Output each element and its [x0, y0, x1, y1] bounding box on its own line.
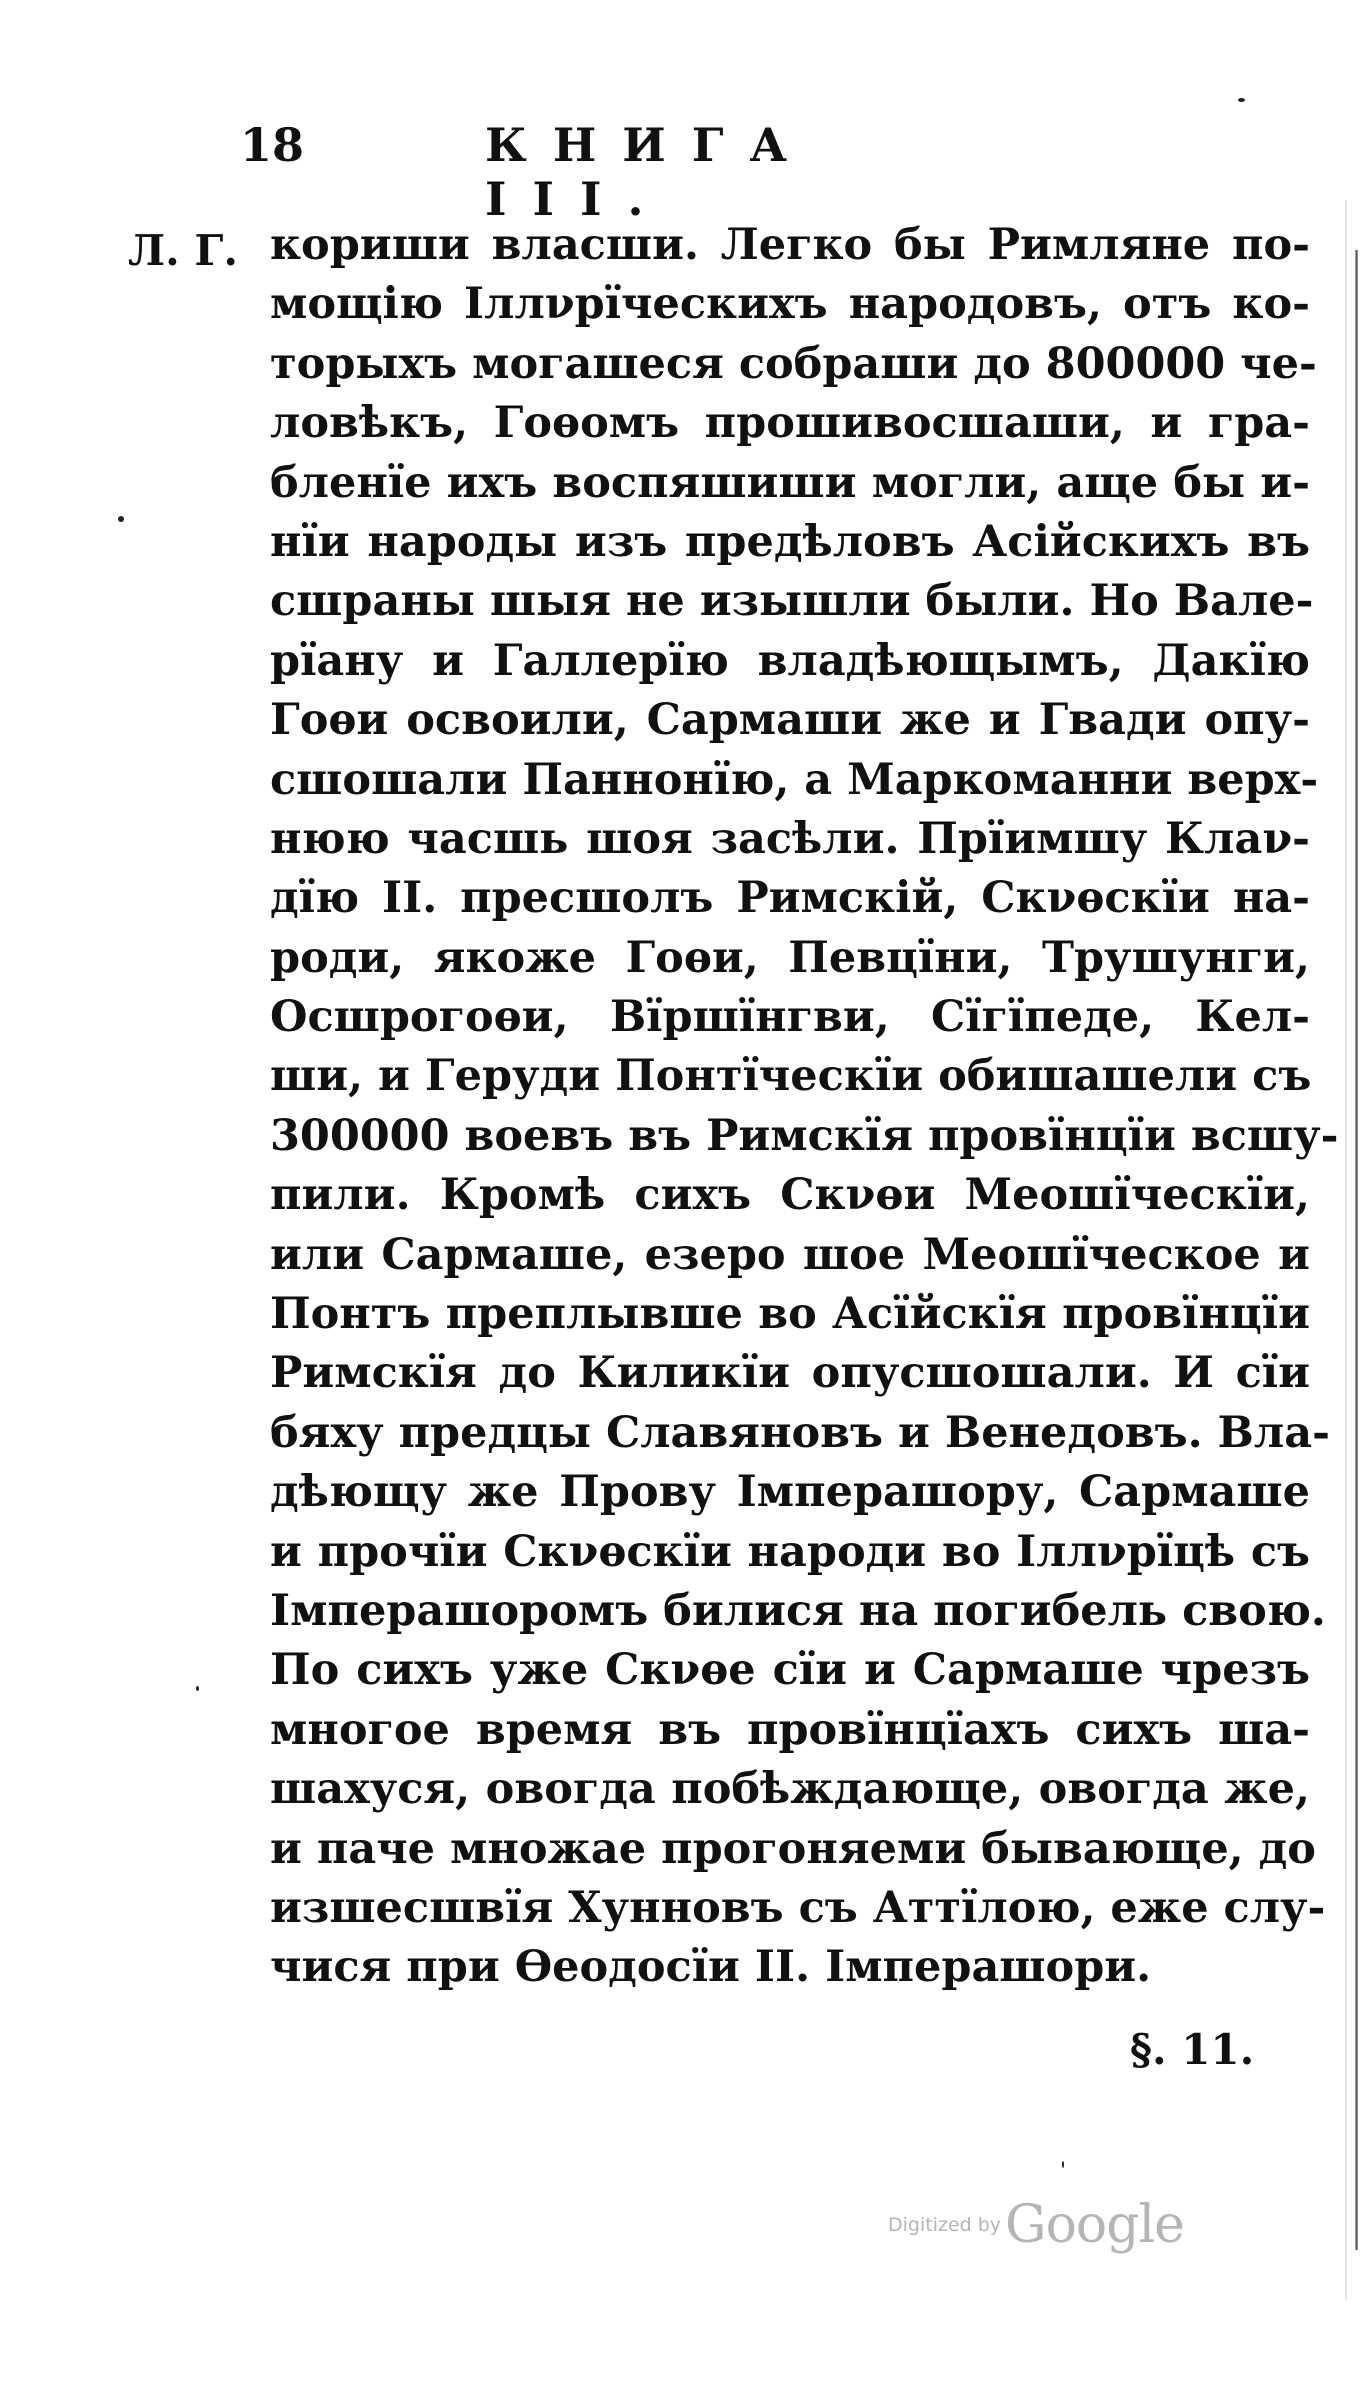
page-number: 18 [240, 118, 305, 172]
text-line: По сихъ уже Скνѳе сїи и Сармаше чрезъ [270, 1645, 1310, 1696]
page-edge [1355, 250, 1358, 2250]
catchword: §. 11. [1130, 2025, 1255, 2074]
text-line: Римскїя до Киликїи опусшошали. И сїи [270, 1348, 1310, 1399]
text-line: Імперашоромъ билися на погибель свою. [270, 1585, 1326, 1636]
text-line: чися при Ѳеодосїи II. Імперашори. [270, 1942, 1152, 1993]
text-line: торыхъ могашеся собраши до 800000 че- [270, 338, 1317, 389]
marginal-note: Л. Г. [128, 226, 239, 275]
watermark-brand-logo: Google [1005, 2195, 1184, 2255]
text-line: сшраны шыя не изышли были. Но Вале- [270, 576, 1314, 627]
text-line: бленїе ихъ воспяшиши могли, аще бы и- [270, 457, 1310, 508]
page-edge-shadow [1345, 200, 1347, 2300]
text-line: Гоѳи освоили, Сармаши же и Гвади опу- [270, 695, 1310, 746]
text-line: изшесшвїя Хунновъ съ Аттїлою, еже слу- [270, 1882, 1326, 1933]
text-line: бяху предцы Славяновъ и Венедовъ. Вла- [270, 1407, 1330, 1458]
text-line: 300000 воевъ въ Римскїя провїнцїи всшу- [270, 1110, 1339, 1161]
text-line: и паче множае прогоняеми бывающе, до [270, 1823, 1316, 1874]
text-line: многое время въ провїнцїахъ сихъ ша- [270, 1704, 1310, 1755]
text-line: дїю II. пресшолъ Римскій, Скνѳскїи на- [270, 873, 1310, 924]
text-line: или Сармаше, езеро шое Меошїческое и [270, 1229, 1310, 1280]
digitized-watermark [888, 2195, 1184, 2255]
text-line: нїи народы изъ предѣловъ Асійскихъ въ [270, 516, 1310, 567]
text-line: дѣющу же Прову Імперашору, Сармаше [270, 1467, 1310, 1518]
text-line: мощію Іллνрїческихъ народовъ, отъ ко- [270, 279, 1310, 330]
text-line: пили. Кромѣ сихъ Скνѳи Меошїческїи, [270, 1170, 1310, 1221]
running-head: КНИГА III. [485, 118, 813, 226]
text-line: ши, и Геруди Понтїческїи обишашели съ [270, 1051, 1312, 1102]
ink-speck [1062, 2161, 1064, 2168]
text-line: рїану и Галлерїю владѣющымъ, Дакїю [270, 635, 1310, 686]
text-line: Понтъ преплывше во Асїйскїя провїнцїи [270, 1289, 1310, 1340]
text-line: кориши власши. Легко бы Римляне по- [270, 220, 1310, 270]
body-text [270, 216, 1339, 1998]
ink-speck [118, 516, 124, 522]
text-line: ловѣкъ, Гоѳомъ прошивосшаши, и гра- [270, 398, 1310, 449]
ink-speck [196, 1686, 199, 1691]
text-line: шахуся, овогда побѣждающе, овогда же, [270, 1764, 1310, 1815]
text-line: сшошали Паннонїю, а Маркоманни верх- [270, 754, 1319, 805]
text-line: роди, якоже Гоѳи, Певцїни, Трушунги, [270, 932, 1310, 983]
page-header [240, 118, 1020, 226]
text-line: нюю часшь шоя засѣли. Прїимшу Клаν- [270, 813, 1310, 864]
text-line: и прочїи Скνѳскїи народи во Іллνрїцѣ съ [270, 1526, 1310, 1577]
watermark-prefix: Digitized by [888, 2214, 1002, 2236]
text-line: Осшрогоѳи, Вїршїнгви, Сїгїпеде, Кел- [270, 992, 1310, 1043]
ink-speck [1238, 98, 1245, 102]
